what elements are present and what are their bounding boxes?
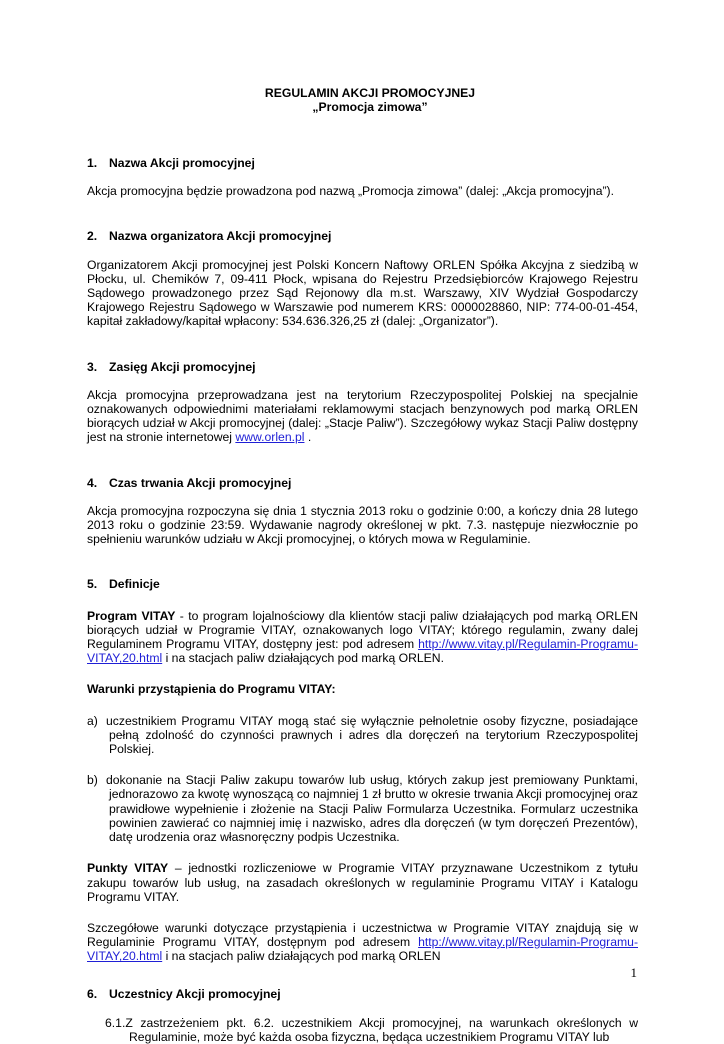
vitay-details-paragraph xyxy=(87,921,638,964)
section-5-heading xyxy=(87,577,638,591)
condition-a-text: uczestnikiem Programu VITAY mogą stać się wyłącznie pełnoletnie osoby fizyczne, posiadające pełną zdolność do czynności prawnych i adres dla doręczeń na terytorium Rzeczypospolitej Polskiej. xyxy=(105,713,639,757)
section-2-heading xyxy=(87,229,638,243)
vitay-regulations-link[interactable]: http://www.vitay.pl/Regulamin-Programu-VITAY,20.html xyxy=(87,637,638,666)
condition-b-text: dokonanie na Stacji Paliw zakupu towarów lub usług, których zakup jest premiowany Punktami, jednorazowo za kwotę wynoszącą co najmniej 1 zł brutto w okresie trwania Akcji promocyjnej oraz prawidłowe wypełnienie i złożenie na Stacji Paliw Formularza Uczestnika. Formularz uczestnika powinien zawierać co najmniej imię i nazwisko, adres dla doręczeń (w tym doręczeń Prezentów), datę urodzenia oraz własnoręczny podpis Uczestnika. xyxy=(105,773,638,845)
condition-b-marker: b) xyxy=(87,773,98,788)
program-vitay-term: Program VITAY xyxy=(87,608,176,623)
section-3-text-before: Akcja promocyjna przeprowadzana jest na terytorium Rzeczypospolitej Polskiej na specjalnie oznakowanych odpowiednimi materiałami reklamowymi stacjach benzynowych pod marką ORLEN biorących udział w Akcji promocyjnej (dalej: „Stacje Paliw”). Szczegółowy wykaz Stacji Paliw dostępny jest na stronie internetowej xyxy=(87,387,638,445)
section-5-title: Definicje xyxy=(109,577,160,592)
section-6-number: 6. xyxy=(87,986,98,1001)
document-title xyxy=(102,86,638,114)
section-1-number: 1. xyxy=(87,156,98,170)
vitay-details-text: Szczegółowe warunki dotyczące przystąpienia i uczestnictwa w Programie VITAY znajdują się w Regulaminie Programu VITAY, dostępnym pod adresem xyxy=(87,920,638,950)
vitay-details-after: i na stacjach paliw działających pod marką ORLEN xyxy=(162,949,441,964)
conditions-heading: Warunki przystąpienia do Programu VITAY: xyxy=(87,682,336,697)
condition-a-marker: a) xyxy=(87,713,98,728)
condition-item-a xyxy=(87,714,638,757)
program-vitay-text: - to program lojalnościowy dla klientów stacji paliw działających pod marką ORLEN biorących udział w Programie VITAY, oznakowanych logo VITAY; którego regulamin, zwany dalej Regulaminem Programu VITAY, dostępny jest: pod adresem xyxy=(87,608,638,652)
section-2-text: Organizatorem Akcji promocyjnej jest Polski Koncern Naftowy ORLEN Spółka Akcyjna z siedzibą w Płocku, ul. Chemików 7, 09-411 Płock, wpisana do Rejestru Przedsiębiorców Krajowego Rejestru Sądowego prowadzonego przez Sąd Rejonowy dla m.st. Warszawy, XIV Wydział Gospodarczy Krajowego Rejestru Sądowego w Warszawie pod numerem KRS: 0000028860, NIP: 774-00-01-454, kapitał zakładowy/kapitał wpłacony: 534.636.326,25 zł (dalej: „Organizator”). xyxy=(87,257,638,329)
document-page xyxy=(87,86,638,1044)
section-4-heading xyxy=(87,476,638,490)
section-3-number: 3. xyxy=(87,359,98,374)
orlen-website-link[interactable]: www.orlen.pl xyxy=(235,430,305,445)
section-6-item-1-number: 6.1. xyxy=(105,1015,126,1030)
section-1-text: Akcja promocyjna będzie prowadzona pod nazwą „Promocja zimowa” (dalej: „Akcja promocyjna”). xyxy=(87,184,614,199)
program-vitay-definition xyxy=(87,609,638,666)
section-4-title: Czas trwania Akcji promocyjnej xyxy=(109,475,292,490)
points-vitay-definition xyxy=(87,861,638,904)
section-6-item-1 xyxy=(87,1016,638,1044)
section-3-text xyxy=(87,388,638,445)
points-vitay-term: Punkty VITAY xyxy=(87,861,169,876)
section-4-number: 4. xyxy=(87,475,98,490)
section-1-heading xyxy=(87,156,638,170)
section-6-item-1-text: Z zastrzeżeniem pkt. 6.2. uczestnikiem Akcji promocyjnej, na warunkach określonych w Regulaminie, może być każda osoba fizyczna, będąca uczestnikiem Programu VITAY lub xyxy=(125,1015,638,1044)
title-line-1: REGULAMIN AKCJI PROMOCYJNEJ xyxy=(264,86,476,100)
vitay-regulations-link-2[interactable]: http://www.vitay.pl/Regulamin-Programu-VITAY,20.html xyxy=(87,935,638,964)
title-line-2: „Promocja zimowa” xyxy=(312,100,428,114)
program-vitay-after: i na stacjach paliw działających pod marką ORLEN. xyxy=(162,651,444,666)
section-6-heading xyxy=(87,987,638,1001)
section-3-heading xyxy=(87,360,638,374)
section-3-text-after: . xyxy=(304,430,312,445)
section-1-title: Nazwa Akcji promocyjnej xyxy=(109,156,255,170)
section-3-title: Zasięg Akcji promocyjnej xyxy=(109,359,256,374)
section-2-number: 2. xyxy=(87,229,98,244)
section-5-number: 5. xyxy=(87,577,98,592)
page-number: 1 xyxy=(630,965,637,980)
section-6-title: Uczestnicy Akcji promocyjnej xyxy=(109,986,281,1001)
condition-item-b xyxy=(87,773,638,844)
section-4-text: Akcja promocyjna rozpoczyna się dnia 1 stycznia 2013 roku o godzinie 0:00, a kończy dnia 28 lutego 2013 roku o godzinie 23:59. Wydawanie nagrody określonej w pkt. 7.3. następuje niezwłocznie po spełnieniu warunków udziału w Akcji promocyjnej, o których mowa w Regulaminie. xyxy=(87,503,638,547)
section-2-title: Nazwa organizatora Akcji promocyjnej xyxy=(109,229,332,244)
points-vitay-text: – jednostki rozliczeniowe w Programie VITAY przyznawane Uczestnikom z tytułu zakupu towarów lub usług, na zasadach określonych w regulaminie Programu VITAY i Katalogu Programu VITAY. xyxy=(87,861,638,904)
